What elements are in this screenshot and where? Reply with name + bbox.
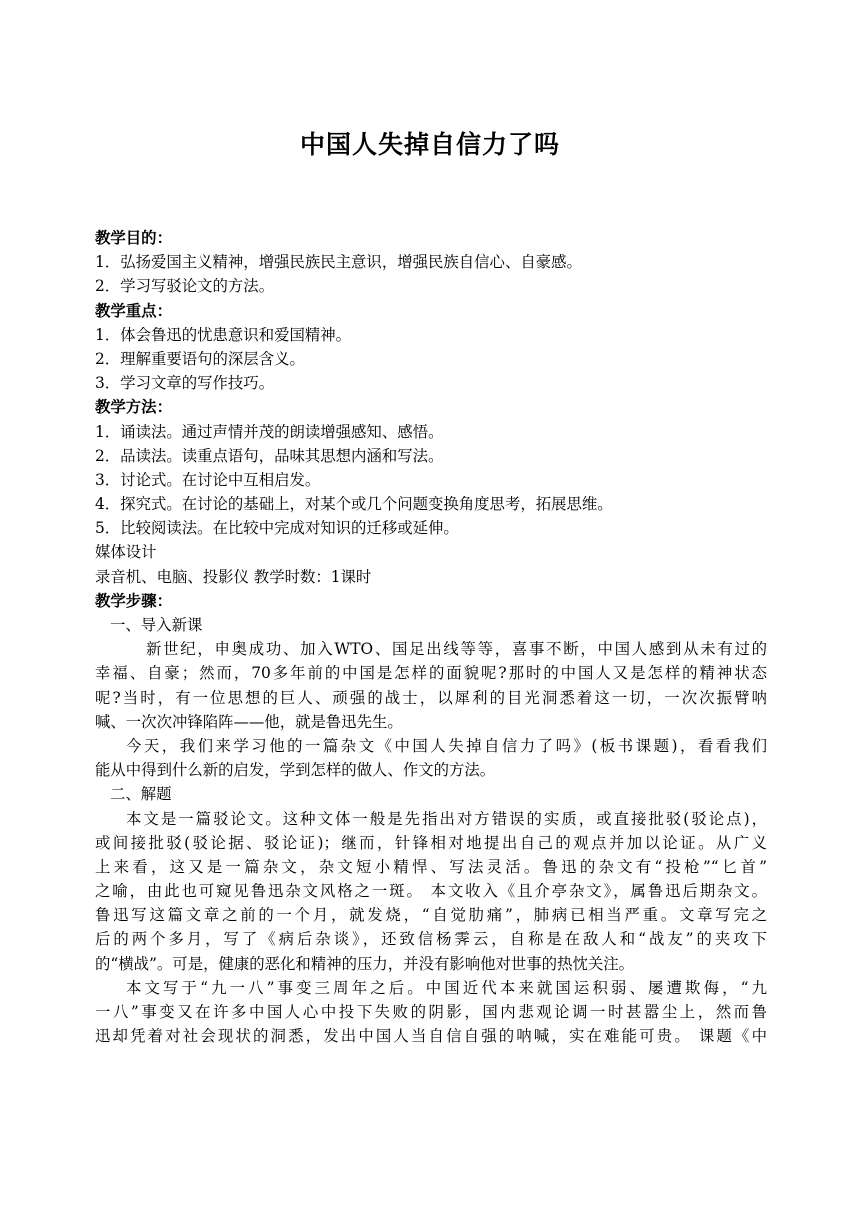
text-line: 3．讨论式。在讨论中互相启发。	[95, 470, 321, 489]
section-heading: 教学目的：	[95, 229, 172, 247]
text-line: 本文是一篇驳论文。这种文体一般是先指出对方错误的实质，或直接批驳(驳论点)，	[126, 809, 767, 828]
document-body	[95, 226, 767, 1048]
text-line: 幸福、自豪；然而，70多年前的中国是怎样的面貌呢?那时的中国人又是怎样的精神状态	[95, 664, 767, 683]
text-line: 2．理解重要语句的深层含义。	[95, 349, 305, 368]
text-line: 3．学习文章的写作技巧。	[95, 374, 275, 393]
text-line: 二、解题	[110, 785, 172, 804]
text-line: 迅却凭着对社会现状的洞悉，发出中国人当自信自强的呐喊，实在难能可贵。 课题《中	[95, 1027, 767, 1046]
text-line: 后的两个多月，写了《病后杂谈》，还致信杨霁云，自称是在敌人和“战友”的夹攻下	[95, 930, 767, 949]
text-line: 上来看，这又是一篇杂文，杂文短小精悍、写法灵活。鲁迅的杂文有“投枪”“匕首”	[95, 857, 767, 876]
text-line: 5．比较阅读法。在比较中完成对知识的迁移或延伸。	[95, 519, 459, 538]
section-heading: 教学方法：	[95, 398, 172, 417]
text-line: 1．弘扬爱国主义精神，增强民族民主意识，增强民族自信心、自豪感。	[95, 253, 582, 272]
text-line: 2．品读法。读重点语句，品味其思想内涵和写法。	[95, 446, 444, 465]
section-heading: 教学步骤：	[95, 591, 172, 610]
text-line: 一、导入新课	[110, 616, 203, 634]
text-line: 2．学习写驳论文的方法。	[95, 277, 275, 296]
text-line: 今天，我们来学习他的一篇杂文《中国人失掉自信力了吗》(板书课题)，看看我们	[126, 736, 767, 755]
text-line: 的“横战”。可是，健康的恶化和精神的压力，并没有影响他对世事的热忱关注。	[95, 954, 635, 973]
text-line: 1．体会鲁迅的忧患意识和爱国精神。	[95, 325, 352, 344]
text-line: 本文写于“九一八”事变三周年之后。中国近代本来就国运积弱、屡遭欺侮，“九	[126, 978, 767, 997]
text-line: 4．探究式。在讨论的基础上，对某个或几个问题变换角度思考，拓展思维。	[95, 495, 613, 514]
text-line: 之喻，由此也可窥见鲁迅杂文风格之一斑。 本文收入《且介亭杂文》，属鲁迅后期杂文。	[95, 882, 767, 901]
text-line: 或间接批驳(驳论据、驳论证)；继而，针锋相对地提出自己的观点并加以论证。从广义	[95, 833, 767, 852]
text-line: 呢?当时，有一位思想的巨人、顽强的战士，以犀利的目光洞悉着这一切，一次次振臂呐	[95, 688, 767, 707]
document-title: 中国人失掉自信力了吗	[299, 130, 560, 159]
text-line: 新世纪，申奥成功、加入WTO、国足出线等等，喜事不断，中国人感到从未有过的	[146, 640, 767, 659]
text-line: 能从中得到什么新的启发，学到怎样的做人、作文的方法。	[95, 761, 496, 780]
text-line: 媒体设计	[95, 543, 157, 562]
text-line: 1．诵读法。通过声情并茂的朗读增强感知、感悟。	[95, 422, 444, 441]
section-heading: 教学重点：	[95, 301, 172, 320]
text-line: 一八”事变又在许多中国人心中投下失败的阴影，国内悲观论调一时甚嚣尘上，然而鲁	[95, 1003, 767, 1021]
text-line: 鲁迅写这篇文章之前的一个月，就发烧，“自觉肋痛”，肺病已相当严重。文章写完之	[95, 906, 767, 925]
text-line: 喊、一次次冲锋陷阵——他，就是鲁迅先生。	[95, 712, 403, 731]
text-line: 录音机、电脑、投影仪 教学时数：1课时	[95, 567, 372, 586]
